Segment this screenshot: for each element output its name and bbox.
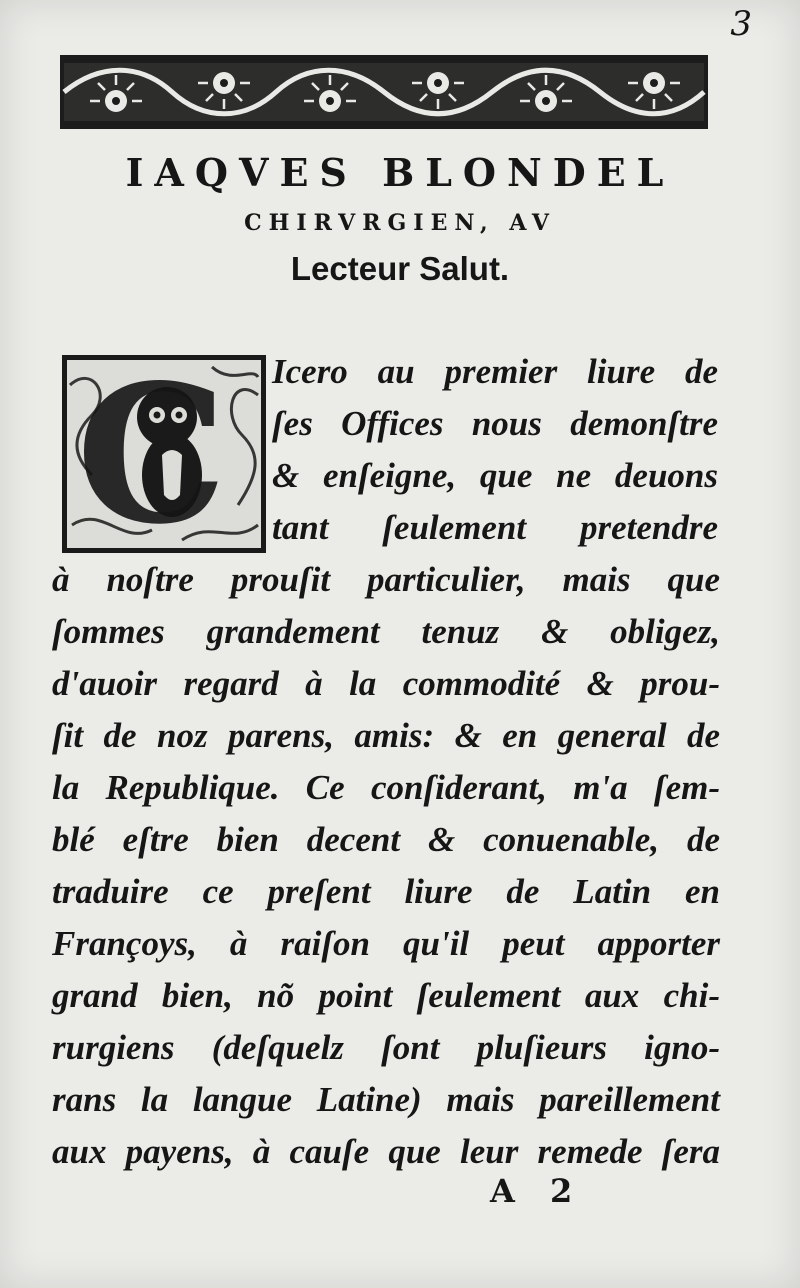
text-line: Françoys, à raiſon qu'il peut apporter bbox=[52, 924, 720, 963]
text-line: rurgiens (deſquelz ſont pluſieurs igno- bbox=[52, 1028, 720, 1067]
text-line: ſit de noz parens, amis: & en general de bbox=[52, 716, 720, 755]
text-line: Icero au premier liure de bbox=[272, 352, 718, 391]
text-line: & enſeigne, que ne deuons bbox=[272, 456, 718, 495]
text-line: blé eſtre bien decent & conuenable, de bbox=[52, 820, 720, 859]
heading-author-role: CHIRVRGIEN, AV bbox=[244, 210, 556, 236]
signature-mark: A 2 bbox=[490, 1172, 585, 1210]
decorated-initial bbox=[62, 355, 266, 553]
text-line: à noſtre prouſit particulier, mais que bbox=[52, 560, 720, 599]
text-line: ſes Offices nous demonſtre bbox=[272, 404, 718, 443]
text-line: rans la langue Latine) mais pareillement bbox=[52, 1080, 720, 1119]
ornamental-header-border bbox=[60, 55, 708, 129]
text-line: la Republique. Ce conſiderant, m'a ſem- bbox=[52, 768, 720, 807]
text-line: tant ſeulement pretendre bbox=[272, 508, 718, 547]
text-line: grand bien, nõ point ſeulement aux chi- bbox=[52, 976, 720, 1015]
text-line: traduire ce preſent liure de Latin en bbox=[52, 872, 720, 911]
page-number: 3 bbox=[730, 4, 752, 44]
text-line: aux payens, à cauſe que leur remede ſera bbox=[52, 1132, 720, 1171]
heading-author-name: IAQVES BLONDEL bbox=[125, 150, 675, 195]
text-line: ſommes grandement tenuz & obligez, bbox=[52, 612, 720, 651]
drop-cap-letter: C bbox=[76, 355, 228, 553]
text-line: d'auoir regard à la commodité & prou- bbox=[52, 664, 720, 703]
heading-salutation: Lecteur Salut. bbox=[290, 250, 510, 287]
